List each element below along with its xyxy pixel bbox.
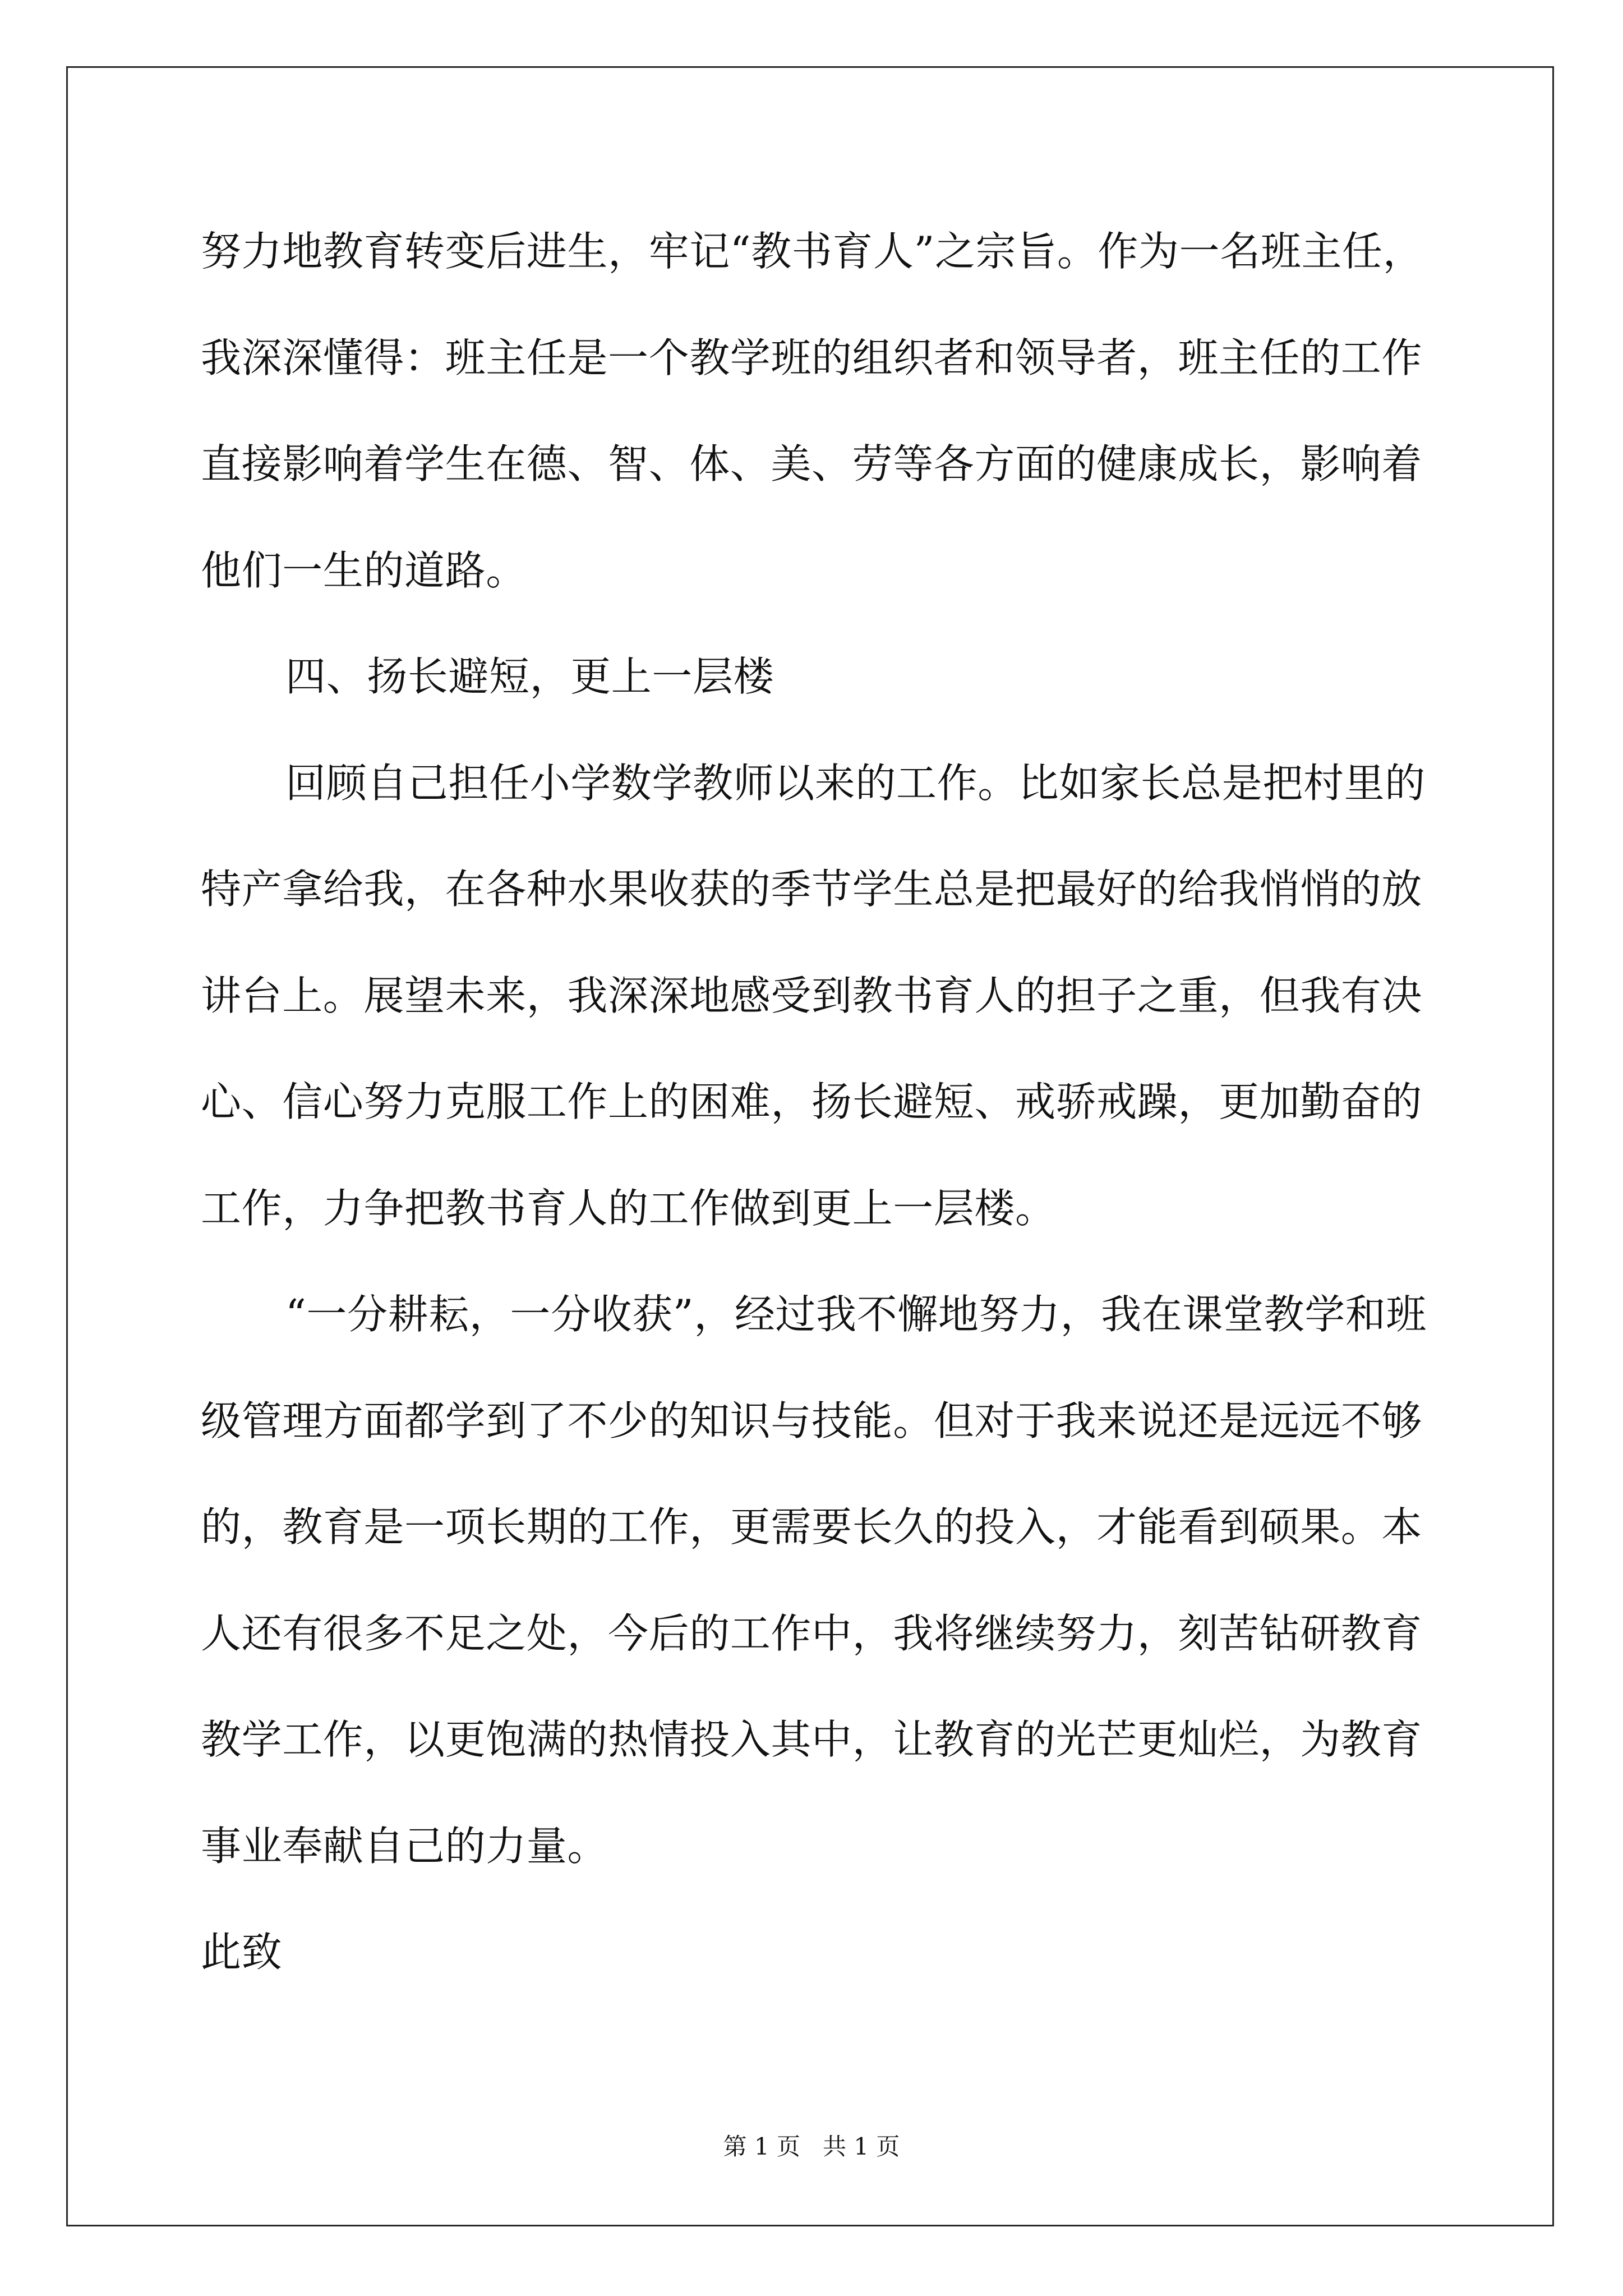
text-line: 级管理方面都学到了不少的知识与技能。但对于我来说还是远远不够 — [201, 1397, 1423, 1444]
text-line: 讲台上。展望未来，我深深地感受到教书育人的担子之重，但我有决 — [201, 972, 1423, 1019]
text-line: 努力地教育转变后进生，牢记“教书育人”之宗旨。作为一名班主任， — [201, 228, 1424, 275]
document-body — [201, 199, 1513, 2006]
text-line: 特产拿给我，在各种水果收获的季节学生总是把最好的给我悄悄的放 — [201, 866, 1423, 913]
closing-salutation: 此致 — [201, 1929, 283, 1976]
text-line: 人还有很多不足之处，今后的工作中，我将继续努力，刻苦钻研教育 — [201, 1609, 1423, 1657]
text-line: 直接影响着学生在德、智、体、美、劳等各方面的健康成长，影响着 — [201, 440, 1423, 487]
text-line: 教学工作，以更饱满的热情投入其中，让教育的光芒更灿烂，为教育 — [201, 1716, 1423, 1763]
page-footer — [0, 2132, 1623, 2162]
text-line: “一分耕耘，一分收获”，经过我不懈地努力，我在课堂教学和班 — [285, 1291, 1427, 1338]
text-line: 的，教育是一项长期的工作，更需要长久的投入，才能看到硕果。本 — [201, 1503, 1423, 1550]
page-number: 第 1 页 — [723, 2133, 800, 2160]
text-line: 工作，力争把教书育人的工作做到更上一层楼。 — [201, 1184, 1056, 1232]
page-total: 共 1 页 — [823, 2133, 900, 2160]
text-line: 他们一生的道路。 — [201, 546, 527, 594]
section-heading: 四、扬长避短，更上一层楼 — [285, 653, 774, 700]
text-line: 我深深懂得：班主任是一个教学班的组织者和领导者，班主任的工作 — [201, 334, 1423, 381]
text-line: 事业奉献自己的力量。 — [201, 1822, 608, 1870]
text-line: 回顾自己担任小学数学教师以来的工作。比如家长总是把村里的 — [285, 759, 1426, 807]
text-line: 心、信心努力克服工作上的困难，扬长避短、戒骄戒躁，更加勤奋的 — [201, 1078, 1423, 1125]
